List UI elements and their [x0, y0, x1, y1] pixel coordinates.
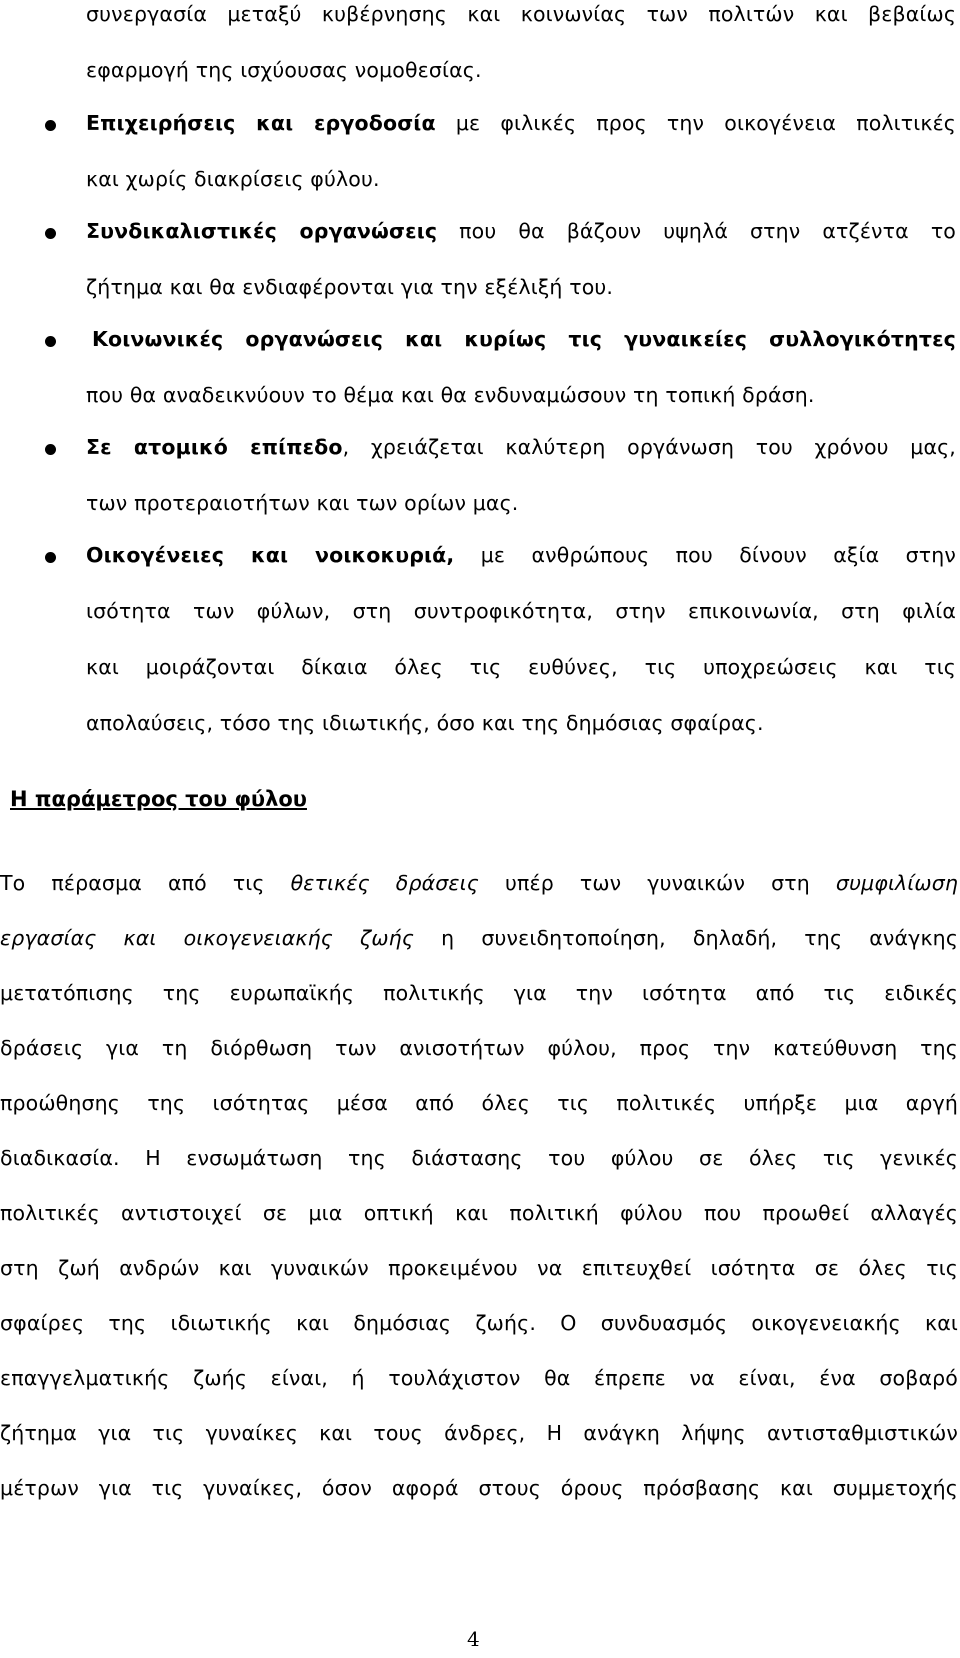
- bullet-icon: [45, 336, 56, 347]
- bullet-icon: [45, 120, 56, 131]
- section-heading-text: Η παράμετρος του φύλου: [10, 787, 307, 811]
- text-run: η συνειδητοποίηση, δηλαδή, της ανάγκης: [414, 926, 958, 950]
- text-run: με φιλικές προς την οικογένεια πολιτικές: [435, 111, 956, 135]
- italic-term: εργασίας και οικογενειακής ζωής: [0, 926, 415, 950]
- italic-term: συμφιλίωση: [835, 871, 958, 895]
- bold-term: Σε ατομικό επίπεδο: [86, 435, 343, 459]
- text-line: απολαύσεις, τόσο της ιδιωτικής, όσο και της δημόσιας σφαίρας.: [86, 711, 764, 735]
- list-item-unions: [86, 217, 956, 245]
- paragraph-line: ζήτημα για τις γυναίκες και τους άνδρες, Η ανάγκη λήψης αντισταθμιστικών: [0, 1421, 958, 1445]
- list-item-families-line-3: [86, 653, 956, 681]
- text-line: [86, 541, 956, 569]
- paragraph-line: σφαίρες της ιδιωτικής και δημόσιας ζωής. Ο συνδυασμός οικογενειακής και: [0, 1311, 958, 1335]
- text-run: με ανθρώπους που δίνουν αξία στην: [454, 543, 956, 567]
- italic-term: θετικές δράσεις: [290, 871, 479, 895]
- bullet-icon: [45, 552, 56, 563]
- list-item-businesses: [86, 109, 956, 137]
- bold-term: Κοινωνικές οργανώσεις και κυρίως τις γυναικείες συλλογικότητες: [92, 327, 956, 351]
- text-line: ισότητα των φύλων, στη συντροφικότητα, στην επικοινωνία, στη φιλία: [86, 599, 956, 623]
- paragraph-line: μέτρων για τις γυναίκες, όσον αφορά στους όρους πρόσβασης και συμμετοχής: [0, 1476, 958, 1500]
- paragraph-line: μετατόπισης της ευρωπαϊκής πολιτικής για την ισότητα από τις ειδικές: [0, 981, 958, 1005]
- paragraph-line: δράσεις για τη διόρθωση των ανισοτήτων φύλου, προς την κατεύθυνση της: [0, 1036, 958, 1060]
- list-item-social-organizations: [92, 325, 956, 353]
- text-line: που θα αναδεικνύουν το θέμα και θα ενδυναμώσουν τη τοπική δράση.: [86, 383, 815, 407]
- list-item-continuation-line-2: [86, 56, 482, 84]
- bold-term: Οικογένειες και νοικοκυριά,: [86, 543, 455, 567]
- list-item-individual-level-line-2: [86, 489, 518, 517]
- paragraph-line: προώθησης της ισότητας μέσα από όλες τις πολιτικές υπήρξε μια αργή: [0, 1091, 958, 1115]
- text-line: συνεργασία μεταξύ κυβέρνησης και κοινωνίας των πολιτών και βεβαίως: [86, 2, 956, 26]
- text-run: υπέρ των γυναικών στη: [478, 871, 836, 895]
- text-line: εφαρμογή της ισχύουσας νομοθεσίας.: [86, 58, 482, 82]
- list-item-businesses-line-2: [86, 165, 380, 193]
- text-line: [86, 433, 956, 461]
- bullet-icon: [45, 444, 56, 455]
- list-item-continuation-line-1: [86, 0, 956, 28]
- paragraph-line: [0, 924, 958, 952]
- bold-term: Συνδικαλιστικές οργανώσεις: [86, 219, 438, 243]
- text-run: που θα βάζουν υψηλά στην ατζέντα το: [437, 219, 957, 243]
- paragraph-line: [0, 869, 958, 897]
- list-item-families-line-4: [86, 709, 764, 737]
- list-item-individual-level: [86, 433, 956, 461]
- text-line: [86, 109, 956, 137]
- page-number: 4: [467, 1627, 480, 1651]
- paragraph-line: πολιτικές αντιστοιχεί σε μια οπτική και πολιτική φύλου που προωθεί αλλαγές: [0, 1201, 958, 1225]
- text-run: , χρειάζεται καλύτερη οργάνωση του χρόνου μας,: [342, 435, 956, 459]
- section-heading: [10, 785, 307, 813]
- paragraph-line: διαδικασία. Η ενσωμάτωση της διάστασης του φύλου σε όλες τις γενικές: [0, 1146, 958, 1170]
- list-item-families: [86, 541, 956, 569]
- text-line: ζήτημα και θα ενδιαφέρονται για την εξέλιξή του.: [86, 275, 614, 299]
- paragraph-line: στη ζωή ανδρών και γυναικών προκειμένου να επιτευχθεί ισότητα σε όλες τις: [0, 1256, 958, 1280]
- list-item-social-organizations-line-2: [86, 381, 815, 409]
- text-line: των προτεραιοτήτων και των ορίων μας.: [86, 491, 519, 515]
- bullet-icon: [45, 228, 56, 239]
- text-line: και μοιράζονται δίκαια όλες τις ευθύνες, τις υποχρεώσεις και τις: [86, 655, 956, 679]
- bold-term: Επιχειρήσεις και εργοδοσία: [86, 111, 436, 135]
- text-run: Το πέρασμα από τις: [0, 871, 291, 895]
- list-item-unions-line-2: [86, 273, 613, 301]
- list-item-families-line-2: [86, 597, 956, 625]
- paragraph-line: επαγγελματικής ζωής είναι, ή τουλάχιστον θα έπρεπε να είναι, ένα σοβαρό: [0, 1366, 958, 1390]
- text-line: και χωρίς διακρίσεις φύλου.: [86, 167, 380, 191]
- text-line: [86, 217, 956, 245]
